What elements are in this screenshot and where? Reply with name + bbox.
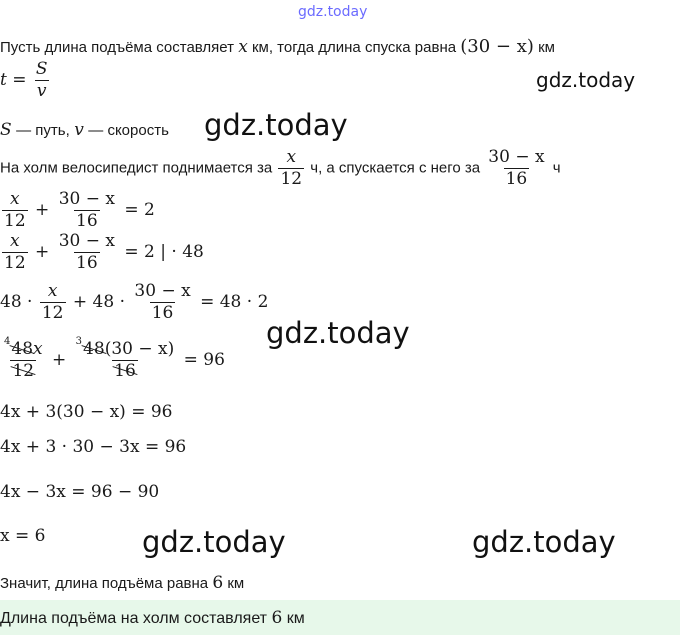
legend-s: S xyxy=(0,120,12,140)
eq4-d2: 16 xyxy=(114,360,136,381)
sentence-f2-den: 16 xyxy=(505,168,528,189)
eq3-rhs: = 48 · 2 xyxy=(200,291,269,312)
eq1-n1: x xyxy=(10,189,20,209)
eq3-d2: 16 xyxy=(151,302,174,323)
intro-suffix: км xyxy=(538,39,555,56)
watermark-4: gdz.today xyxy=(142,525,286,559)
eq4-rhs: = 96 xyxy=(183,349,225,370)
legend-v-text: — скорость xyxy=(88,122,169,139)
eq3-b: + 48 · xyxy=(72,291,125,312)
intro-expr: (30 − x) xyxy=(460,36,534,57)
formula-t-num: S xyxy=(35,59,48,79)
sentence-f1-num: x xyxy=(286,147,297,167)
eq4-n1a: 48 xyxy=(11,339,34,359)
sentence-c: ч xyxy=(552,159,561,177)
watermark-top: gdz.today xyxy=(298,4,368,20)
sentence-b: ч, а спускается с него за xyxy=(310,159,481,177)
eq1-n2: 30 − x xyxy=(58,189,115,209)
eq4-n2a: 48 xyxy=(83,339,105,359)
sentence-f1-den: 12 xyxy=(280,168,303,189)
eq3-a: 48 · xyxy=(0,291,33,312)
equation-3 xyxy=(0,282,268,323)
eq2-plus: + xyxy=(35,241,50,262)
eq4-d1: 12 xyxy=(12,360,35,381)
sentence-line xyxy=(0,148,561,189)
intro-line xyxy=(0,36,555,57)
eq4-s1: 4 xyxy=(4,336,11,347)
equation-4 xyxy=(0,336,225,381)
answer-box xyxy=(0,600,680,635)
eq2-rhs: = 2 | · 48 xyxy=(124,241,204,262)
watermark-2: gdz.today xyxy=(204,108,348,142)
legend-s-text: — путь, xyxy=(16,122,70,139)
eq1-plus: + xyxy=(35,199,50,220)
formula-t-den: v xyxy=(36,80,47,101)
conclusion-unit: км xyxy=(227,575,245,592)
eq4-s2: 3 xyxy=(75,336,83,347)
formula-t-lhs: t = xyxy=(0,69,27,90)
answer-value: 6 xyxy=(271,608,283,628)
equation-6: 4x + 3 · 30 − 3x = 96 xyxy=(0,437,187,457)
conclusion-text: Значит, длина подъёма равна xyxy=(0,575,209,592)
legend-line xyxy=(0,120,169,140)
eq4-plus: + xyxy=(52,349,67,370)
eq1-d2: 16 xyxy=(76,210,98,231)
conclusion-line xyxy=(0,573,244,593)
equation-8: x = 6 xyxy=(0,526,46,546)
intro-var: x xyxy=(238,37,248,57)
eq3-n1: x xyxy=(47,281,58,301)
answer-text: Длина подъёма на холм составляет xyxy=(0,610,268,627)
eq2-n2: 30 − x xyxy=(58,231,115,251)
eq3-n2: 30 − x xyxy=(134,281,191,301)
equation-7: 4x − 3x = 96 − 90 xyxy=(0,482,160,502)
answer-line xyxy=(0,608,305,628)
sentence-a: На холм велосипедист поднимается за xyxy=(0,159,273,177)
eq2-n1: x xyxy=(10,231,20,251)
eq2-d2: 16 xyxy=(76,252,98,273)
legend-v: v xyxy=(74,120,84,140)
watermark-3: gdz.today xyxy=(266,316,410,350)
eq1-d1: 12 xyxy=(4,210,26,231)
eq4-n2b: (30 − x) xyxy=(104,339,175,359)
equation-1 xyxy=(0,190,155,231)
watermark-5: gdz.today xyxy=(472,525,616,559)
eq4-n1b: x xyxy=(33,339,43,359)
eq1-rhs: = 2 xyxy=(124,199,155,220)
conclusion-value: 6 xyxy=(212,573,224,593)
watermark-1: gdz.today xyxy=(536,68,636,92)
eq3-d1: 12 xyxy=(41,302,64,323)
formula-t xyxy=(0,60,52,101)
equation-2 xyxy=(0,232,204,273)
eq2-d1: 12 xyxy=(4,252,26,273)
intro-mid: км, тогда длина спуска равна xyxy=(251,39,457,56)
intro-prefix: Пусть длина подъёма составляет xyxy=(0,39,235,56)
answer-unit: км xyxy=(286,610,305,627)
equation-5: 4x + 3(30 − x) = 96 xyxy=(0,402,173,422)
sentence-f2-num: 30 − x xyxy=(488,147,545,167)
